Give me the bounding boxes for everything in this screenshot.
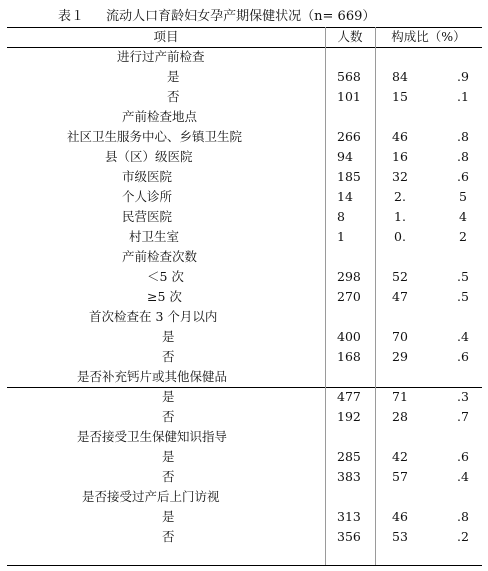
row-label: 县（区）级医院 xyxy=(105,149,193,164)
percent-decimal: 5 xyxy=(459,189,467,204)
row-label: 是否接受卫生保健知识指导 xyxy=(77,429,228,444)
row-count: 101 xyxy=(337,89,361,104)
table-row xyxy=(7,347,482,367)
table-row xyxy=(7,527,482,547)
row-count: 400 xyxy=(337,329,361,344)
percent-decimal: 2 xyxy=(459,229,467,244)
row-percent xyxy=(375,127,482,147)
row-count xyxy=(325,107,375,127)
row-percent xyxy=(375,307,482,327)
row-percent xyxy=(375,387,482,407)
table-row xyxy=(7,427,482,447)
row-percent xyxy=(375,147,482,167)
row-percent xyxy=(375,67,482,87)
row-percent xyxy=(375,87,482,107)
percent-integer: 46 xyxy=(392,509,408,524)
row-count: 568 xyxy=(337,69,361,84)
table-row xyxy=(7,107,482,127)
row-count: 192 xyxy=(337,409,361,424)
row-label: 村卫生室 xyxy=(129,229,180,244)
row-label: 民营医院 xyxy=(122,209,173,224)
percent-decimal: .1 xyxy=(457,89,469,104)
row-count: 185 xyxy=(337,169,361,184)
row-label: 社区卫生服务中心、乡镇卫生院 xyxy=(67,129,243,144)
row-count: 383 xyxy=(337,469,361,484)
percent-decimal: .8 xyxy=(457,509,469,524)
row-count: 477 xyxy=(337,389,361,404)
row-percent xyxy=(375,447,482,467)
row-percent xyxy=(375,287,482,307)
percent-decimal: .3 xyxy=(457,389,469,404)
table-title: 流动人口育龄妇女孕产期保健状况（n= 669） xyxy=(106,9,376,24)
row-percent xyxy=(375,327,482,347)
row-count: 8 xyxy=(337,209,345,224)
row-label: ＜5 次 xyxy=(147,269,184,284)
percent-decimal: .4 xyxy=(457,329,469,344)
table-row xyxy=(7,67,482,87)
row-percent xyxy=(375,267,482,287)
table-row xyxy=(7,127,482,147)
row-label: 产前检查次数 xyxy=(122,249,198,264)
percent-integer: 42 xyxy=(392,449,408,464)
row-percent xyxy=(375,427,482,447)
row-percent xyxy=(375,527,482,547)
percent-decimal: .8 xyxy=(457,149,469,164)
row-count: 14 xyxy=(337,189,353,204)
percent-integer: 71 xyxy=(392,389,408,404)
row-percent xyxy=(375,187,482,207)
percent-decimal: .6 xyxy=(457,169,469,184)
row-label: 否 xyxy=(162,469,175,484)
row-count xyxy=(325,367,375,387)
table-row xyxy=(7,367,482,387)
percent-integer: 57 xyxy=(392,469,408,484)
percent-decimal: .5 xyxy=(457,289,469,304)
percent-decimal: .7 xyxy=(457,409,469,424)
row-label: 否 xyxy=(162,529,175,544)
row-label: 是 xyxy=(167,69,180,84)
row-count: 168 xyxy=(337,349,361,364)
row-count xyxy=(325,487,375,507)
row-percent xyxy=(375,47,482,67)
header-row xyxy=(7,27,482,47)
row-percent xyxy=(375,347,482,367)
percent-decimal: .6 xyxy=(457,349,469,364)
percent-decimal: 4 xyxy=(459,209,467,224)
table-row xyxy=(7,447,482,467)
row-label: 否 xyxy=(162,349,175,364)
section-rule xyxy=(7,387,482,388)
row-label: 是否补充钙片或其他保健品 xyxy=(77,369,228,384)
row-label: 市级医院 xyxy=(122,169,173,184)
row-percent xyxy=(375,467,482,487)
row-label: 进行过产前检查 xyxy=(117,49,205,64)
column-divider-2 xyxy=(375,27,376,565)
row-percent xyxy=(375,247,482,267)
percent-decimal: .2 xyxy=(457,529,469,544)
row-count xyxy=(325,247,375,267)
table-caption xyxy=(58,5,375,24)
percent-integer: 2. xyxy=(394,189,406,204)
percent-integer: 70 xyxy=(392,329,408,344)
percent-decimal: .9 xyxy=(457,69,469,84)
table-row xyxy=(7,267,482,287)
table-row xyxy=(7,187,482,207)
row-percent xyxy=(375,207,482,227)
percent-integer: 32 xyxy=(392,169,408,184)
row-percent xyxy=(375,407,482,427)
row-percent xyxy=(375,367,482,387)
row-count: 94 xyxy=(337,149,353,164)
table-row xyxy=(7,47,482,67)
row-percent xyxy=(375,487,482,507)
percent-integer: 16 xyxy=(392,149,408,164)
row-percent xyxy=(375,227,482,247)
row-label: 是 xyxy=(162,389,175,404)
row-label: 否 xyxy=(167,89,180,104)
column-divider-1 xyxy=(325,27,326,565)
percent-decimal: .6 xyxy=(457,449,469,464)
row-label: 否 xyxy=(162,409,175,424)
table-row xyxy=(7,307,482,327)
percent-integer: 0. xyxy=(394,229,406,244)
table-row xyxy=(7,207,482,227)
row-count xyxy=(325,307,375,327)
percent-integer: 29 xyxy=(392,349,408,364)
percent-integer: 15 xyxy=(392,89,408,104)
percent-integer: 53 xyxy=(392,529,408,544)
bottom-rule xyxy=(7,565,482,566)
table-number: 表１ xyxy=(58,9,85,24)
table-row xyxy=(7,227,482,247)
table-row xyxy=(7,147,482,167)
table-row xyxy=(7,87,482,107)
row-label: 是否接受过产后上门访视 xyxy=(82,489,220,504)
header-item: 项目 xyxy=(153,29,179,44)
percent-integer: 1. xyxy=(394,209,406,224)
row-count: 356 xyxy=(337,529,361,544)
row-count xyxy=(325,427,375,447)
row-label: 是 xyxy=(162,509,175,524)
table-row xyxy=(7,387,482,407)
row-label: 是 xyxy=(162,449,175,464)
row-count: 285 xyxy=(337,449,361,464)
row-label: 是 xyxy=(162,329,175,344)
table-row xyxy=(7,467,482,487)
row-count xyxy=(325,47,375,67)
row-count: 313 xyxy=(337,509,361,524)
row-label: 首次检查在 3 个月以内 xyxy=(89,309,218,324)
percent-integer: 46 xyxy=(392,129,408,144)
row-label: ≥5 次 xyxy=(147,289,182,304)
row-label: 个人诊所 xyxy=(122,189,173,204)
percent-decimal: .8 xyxy=(457,129,469,144)
percent-integer: 52 xyxy=(392,269,408,284)
table-row xyxy=(7,487,482,507)
table-row xyxy=(7,507,482,527)
table-row xyxy=(7,167,482,187)
row-percent xyxy=(375,167,482,187)
header-count: 人数 xyxy=(337,29,363,44)
table-row xyxy=(7,327,482,347)
row-label: 产前检查地点 xyxy=(122,109,198,124)
table-row xyxy=(7,407,482,427)
percent-integer: 84 xyxy=(392,69,408,84)
percent-decimal: .4 xyxy=(457,469,469,484)
row-count: 298 xyxy=(337,269,361,284)
table-row xyxy=(7,247,482,267)
header-percent: 构成比（%） xyxy=(391,29,466,44)
percent-decimal: .5 xyxy=(457,269,469,284)
row-count: 270 xyxy=(337,289,361,304)
percent-integer: 28 xyxy=(392,409,408,424)
row-percent xyxy=(375,507,482,527)
row-count: 1 xyxy=(337,229,345,244)
table-row xyxy=(7,287,482,307)
row-percent xyxy=(375,107,482,127)
row-count: 266 xyxy=(337,129,361,144)
percent-integer: 47 xyxy=(392,289,408,304)
